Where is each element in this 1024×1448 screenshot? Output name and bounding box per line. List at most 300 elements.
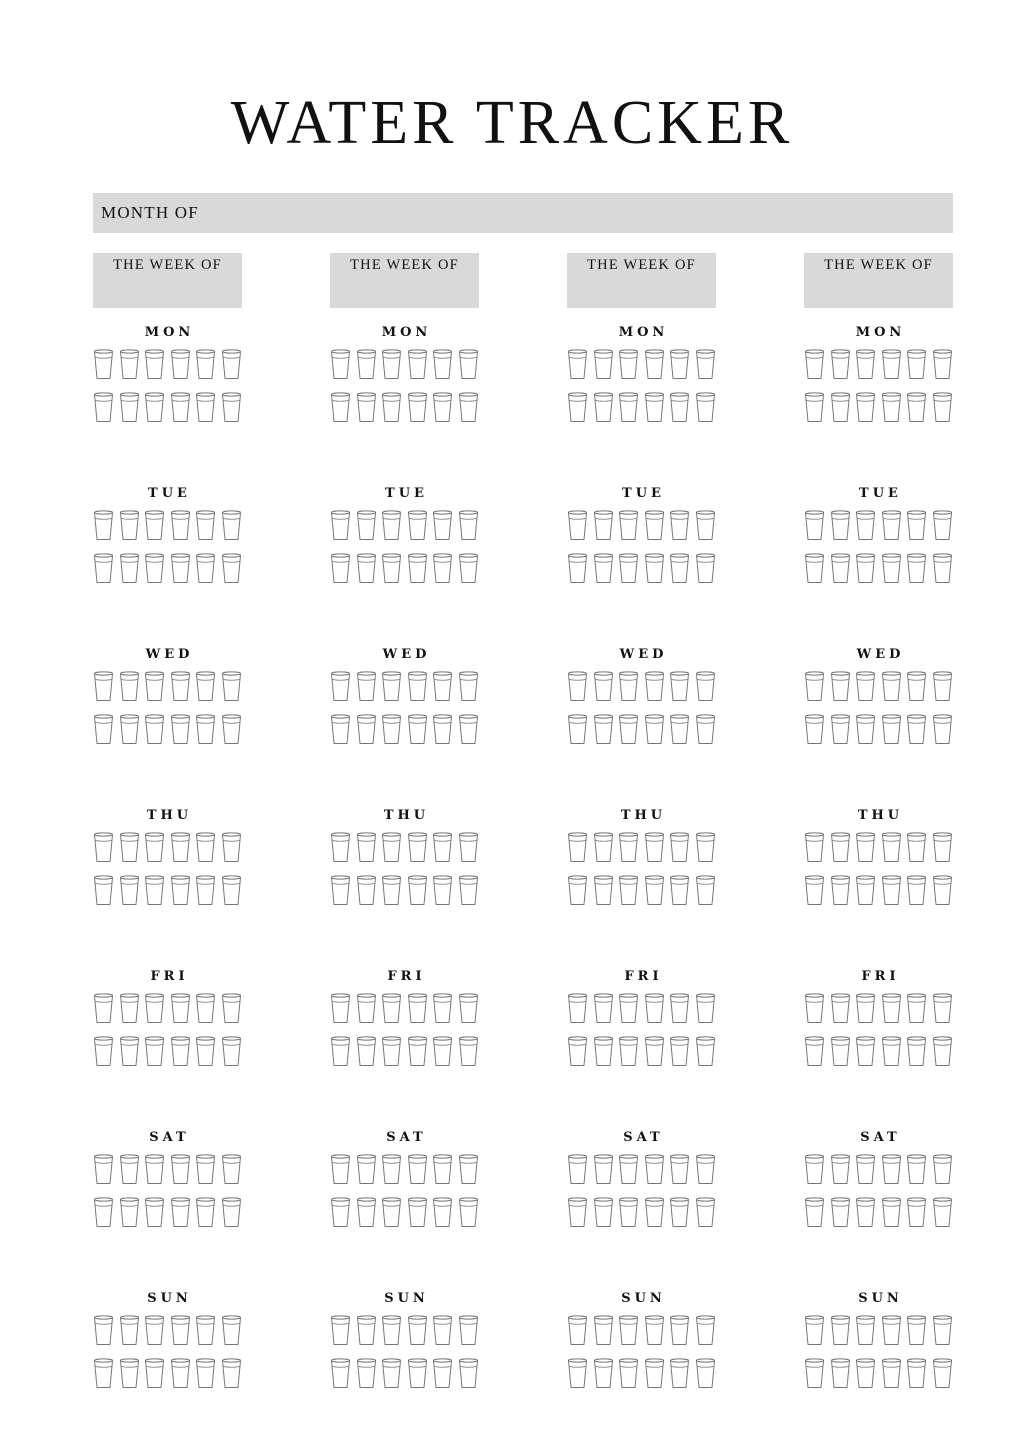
drinking-glass-icon[interactable] <box>381 553 402 584</box>
drinking-glass-icon[interactable] <box>881 714 902 745</box>
drinking-glass-icon[interactable] <box>669 832 690 863</box>
drinking-glass-icon[interactable] <box>170 671 191 702</box>
drinking-glass-icon[interactable] <box>170 510 191 541</box>
drinking-glass-icon[interactable] <box>458 1315 479 1346</box>
drinking-glass-icon[interactable] <box>195 993 216 1024</box>
drinking-glass-icon[interactable] <box>195 714 216 745</box>
drinking-glass-icon[interactable] <box>567 1358 588 1389</box>
drinking-glass-icon[interactable] <box>221 875 242 906</box>
drinking-glass-icon[interactable] <box>407 510 428 541</box>
drinking-glass-icon[interactable] <box>906 392 927 423</box>
drinking-glass-icon[interactable] <box>458 993 479 1024</box>
drinking-glass-icon[interactable] <box>356 832 377 863</box>
drinking-glass-icon[interactable] <box>221 1197 242 1228</box>
drinking-glass-icon[interactable] <box>93 993 114 1024</box>
drinking-glass-icon[interactable] <box>381 1036 402 1067</box>
drinking-glass-icon[interactable] <box>356 1197 377 1228</box>
drinking-glass-icon[interactable] <box>330 392 351 423</box>
drinking-glass-icon[interactable] <box>195 671 216 702</box>
drinking-glass-icon[interactable] <box>906 510 927 541</box>
drinking-glass-icon[interactable] <box>407 1036 428 1067</box>
drinking-glass-icon[interactable] <box>804 993 825 1024</box>
drinking-glass-icon[interactable] <box>593 671 614 702</box>
drinking-glass-icon[interactable] <box>93 1197 114 1228</box>
drinking-glass-icon[interactable] <box>119 875 140 906</box>
drinking-glass-icon[interactable] <box>356 1315 377 1346</box>
drinking-glass-icon[interactable] <box>593 875 614 906</box>
drinking-glass-icon[interactable] <box>618 392 639 423</box>
drinking-glass-icon[interactable] <box>669 553 690 584</box>
drinking-glass-icon[interactable] <box>593 553 614 584</box>
drinking-glass-icon[interactable] <box>855 392 876 423</box>
drinking-glass-icon[interactable] <box>330 671 351 702</box>
drinking-glass-icon[interactable] <box>407 714 428 745</box>
drinking-glass-icon[interactable] <box>407 349 428 380</box>
drinking-glass-icon[interactable] <box>330 875 351 906</box>
drinking-glass-icon[interactable] <box>93 553 114 584</box>
drinking-glass-icon[interactable] <box>855 553 876 584</box>
drinking-glass-icon[interactable] <box>93 349 114 380</box>
drinking-glass-icon[interactable] <box>170 1154 191 1185</box>
drinking-glass-icon[interactable] <box>458 1197 479 1228</box>
drinking-glass-icon[interactable] <box>881 1154 902 1185</box>
drinking-glass-icon[interactable] <box>119 553 140 584</box>
week-of-field[interactable] <box>330 253 479 308</box>
drinking-glass-icon[interactable] <box>330 1315 351 1346</box>
drinking-glass-icon[interactable] <box>356 349 377 380</box>
drinking-glass-icon[interactable] <box>119 1358 140 1389</box>
drinking-glass-icon[interactable] <box>881 510 902 541</box>
drinking-glass-icon[interactable] <box>381 832 402 863</box>
drinking-glass-icon[interactable] <box>906 349 927 380</box>
drinking-glass-icon[interactable] <box>432 1154 453 1185</box>
drinking-glass-icon[interactable] <box>567 392 588 423</box>
drinking-glass-icon[interactable] <box>119 993 140 1024</box>
drinking-glass-icon[interactable] <box>381 1154 402 1185</box>
drinking-glass-icon[interactable] <box>356 392 377 423</box>
drinking-glass-icon[interactable] <box>618 993 639 1024</box>
drinking-glass-icon[interactable] <box>830 1197 851 1228</box>
week-of-field[interactable] <box>567 253 716 308</box>
drinking-glass-icon[interactable] <box>669 671 690 702</box>
drinking-glass-icon[interactable] <box>407 1358 428 1389</box>
drinking-glass-icon[interactable] <box>119 349 140 380</box>
drinking-glass-icon[interactable] <box>356 1154 377 1185</box>
drinking-glass-icon[interactable] <box>195 1315 216 1346</box>
drinking-glass-icon[interactable] <box>644 1197 665 1228</box>
drinking-glass-icon[interactable] <box>458 510 479 541</box>
drinking-glass-icon[interactable] <box>432 1358 453 1389</box>
drinking-glass-icon[interactable] <box>695 875 716 906</box>
drinking-glass-icon[interactable] <box>119 671 140 702</box>
drinking-glass-icon[interactable] <box>669 993 690 1024</box>
drinking-glass-icon[interactable] <box>144 349 165 380</box>
drinking-glass-icon[interactable] <box>855 1315 876 1346</box>
drinking-glass-icon[interactable] <box>644 553 665 584</box>
drinking-glass-icon[interactable] <box>881 671 902 702</box>
drinking-glass-icon[interactable] <box>644 1315 665 1346</box>
drinking-glass-icon[interactable] <box>119 510 140 541</box>
drinking-glass-icon[interactable] <box>593 1315 614 1346</box>
drinking-glass-icon[interactable] <box>906 1154 927 1185</box>
drinking-glass-icon[interactable] <box>458 875 479 906</box>
drinking-glass-icon[interactable] <box>855 714 876 745</box>
drinking-glass-icon[interactable] <box>881 349 902 380</box>
drinking-glass-icon[interactable] <box>644 1036 665 1067</box>
drinking-glass-icon[interactable] <box>195 875 216 906</box>
drinking-glass-icon[interactable] <box>669 1315 690 1346</box>
drinking-glass-icon[interactable] <box>804 510 825 541</box>
drinking-glass-icon[interactable] <box>381 1315 402 1346</box>
drinking-glass-icon[interactable] <box>458 1036 479 1067</box>
drinking-glass-icon[interactable] <box>381 392 402 423</box>
drinking-glass-icon[interactable] <box>906 714 927 745</box>
drinking-glass-icon[interactable] <box>567 671 588 702</box>
drinking-glass-icon[interactable] <box>93 510 114 541</box>
drinking-glass-icon[interactable] <box>356 671 377 702</box>
drinking-glass-icon[interactable] <box>356 875 377 906</box>
drinking-glass-icon[interactable] <box>458 1154 479 1185</box>
drinking-glass-icon[interactable] <box>144 714 165 745</box>
drinking-glass-icon[interactable] <box>855 671 876 702</box>
drinking-glass-icon[interactable] <box>695 392 716 423</box>
drinking-glass-icon[interactable] <box>144 1315 165 1346</box>
drinking-glass-icon[interactable] <box>932 714 953 745</box>
drinking-glass-icon[interactable] <box>695 553 716 584</box>
drinking-glass-icon[interactable] <box>381 671 402 702</box>
drinking-glass-icon[interactable] <box>356 1358 377 1389</box>
drinking-glass-icon[interactable] <box>695 1358 716 1389</box>
drinking-glass-icon[interactable] <box>432 392 453 423</box>
drinking-glass-icon[interactable] <box>695 993 716 1024</box>
drinking-glass-icon[interactable] <box>830 1036 851 1067</box>
drinking-glass-icon[interactable] <box>330 1358 351 1389</box>
drinking-glass-icon[interactable] <box>906 553 927 584</box>
drinking-glass-icon[interactable] <box>119 1036 140 1067</box>
drinking-glass-icon[interactable] <box>458 553 479 584</box>
drinking-glass-icon[interactable] <box>618 1154 639 1185</box>
drinking-glass-icon[interactable] <box>144 671 165 702</box>
drinking-glass-icon[interactable] <box>644 875 665 906</box>
drinking-glass-icon[interactable] <box>144 553 165 584</box>
drinking-glass-icon[interactable] <box>804 1315 825 1346</box>
drinking-glass-icon[interactable] <box>381 1197 402 1228</box>
drinking-glass-icon[interactable] <box>381 510 402 541</box>
drinking-glass-icon[interactable] <box>432 1036 453 1067</box>
drinking-glass-icon[interactable] <box>669 1358 690 1389</box>
drinking-glass-icon[interactable] <box>567 349 588 380</box>
drinking-glass-icon[interactable] <box>932 1036 953 1067</box>
drinking-glass-icon[interactable] <box>593 1197 614 1228</box>
drinking-glass-icon[interactable] <box>855 510 876 541</box>
drinking-glass-icon[interactable] <box>855 832 876 863</box>
week-of-field[interactable] <box>93 253 242 308</box>
drinking-glass-icon[interactable] <box>830 1358 851 1389</box>
drinking-glass-icon[interactable] <box>695 714 716 745</box>
drinking-glass-icon[interactable] <box>195 1154 216 1185</box>
drinking-glass-icon[interactable] <box>458 714 479 745</box>
drinking-glass-icon[interactable] <box>144 1154 165 1185</box>
drinking-glass-icon[interactable] <box>407 671 428 702</box>
drinking-glass-icon[interactable] <box>144 1197 165 1228</box>
drinking-glass-icon[interactable] <box>221 1315 242 1346</box>
drinking-glass-icon[interactable] <box>618 1036 639 1067</box>
drinking-glass-icon[interactable] <box>881 1315 902 1346</box>
drinking-glass-icon[interactable] <box>356 714 377 745</box>
drinking-glass-icon[interactable] <box>144 392 165 423</box>
drinking-glass-icon[interactable] <box>906 1358 927 1389</box>
drinking-glass-icon[interactable] <box>804 1358 825 1389</box>
drinking-glass-icon[interactable] <box>144 510 165 541</box>
drinking-glass-icon[interactable] <box>695 510 716 541</box>
drinking-glass-icon[interactable] <box>855 993 876 1024</box>
drinking-glass-icon[interactable] <box>932 875 953 906</box>
drinking-glass-icon[interactable] <box>695 349 716 380</box>
drinking-glass-icon[interactable] <box>593 392 614 423</box>
drinking-glass-icon[interactable] <box>170 1358 191 1389</box>
drinking-glass-icon[interactable] <box>618 510 639 541</box>
drinking-glass-icon[interactable] <box>381 1358 402 1389</box>
drinking-glass-icon[interactable] <box>618 832 639 863</box>
drinking-glass-icon[interactable] <box>906 832 927 863</box>
drinking-glass-icon[interactable] <box>855 875 876 906</box>
drinking-glass-icon[interactable] <box>119 1197 140 1228</box>
drinking-glass-icon[interactable] <box>618 671 639 702</box>
month-field[interactable] <box>93 193 953 233</box>
drinking-glass-icon[interactable] <box>432 510 453 541</box>
drinking-glass-icon[interactable] <box>906 1315 927 1346</box>
drinking-glass-icon[interactable] <box>432 349 453 380</box>
drinking-glass-icon[interactable] <box>567 875 588 906</box>
drinking-glass-icon[interactable] <box>830 1315 851 1346</box>
drinking-glass-icon[interactable] <box>170 349 191 380</box>
drinking-glass-icon[interactable] <box>932 832 953 863</box>
drinking-glass-icon[interactable] <box>330 553 351 584</box>
drinking-glass-icon[interactable] <box>458 1358 479 1389</box>
drinking-glass-icon[interactable] <box>330 993 351 1024</box>
drinking-glass-icon[interactable] <box>881 875 902 906</box>
drinking-glass-icon[interactable] <box>644 1154 665 1185</box>
drinking-glass-icon[interactable] <box>93 875 114 906</box>
drinking-glass-icon[interactable] <box>407 392 428 423</box>
drinking-glass-icon[interactable] <box>221 1036 242 1067</box>
drinking-glass-icon[interactable] <box>669 1036 690 1067</box>
drinking-glass-icon[interactable] <box>170 993 191 1024</box>
drinking-glass-icon[interactable] <box>195 510 216 541</box>
drinking-glass-icon[interactable] <box>144 832 165 863</box>
drinking-glass-icon[interactable] <box>881 832 902 863</box>
drinking-glass-icon[interactable] <box>93 832 114 863</box>
drinking-glass-icon[interactable] <box>644 671 665 702</box>
drinking-glass-icon[interactable] <box>830 714 851 745</box>
drinking-glass-icon[interactable] <box>695 1315 716 1346</box>
drinking-glass-icon[interactable] <box>855 1036 876 1067</box>
drinking-glass-icon[interactable] <box>881 1036 902 1067</box>
drinking-glass-icon[interactable] <box>932 671 953 702</box>
drinking-glass-icon[interactable] <box>593 510 614 541</box>
drinking-glass-icon[interactable] <box>906 1197 927 1228</box>
drinking-glass-icon[interactable] <box>119 392 140 423</box>
drinking-glass-icon[interactable] <box>93 714 114 745</box>
drinking-glass-icon[interactable] <box>804 349 825 380</box>
drinking-glass-icon[interactable] <box>804 671 825 702</box>
drinking-glass-icon[interactable] <box>695 1197 716 1228</box>
drinking-glass-icon[interactable] <box>221 993 242 1024</box>
drinking-glass-icon[interactable] <box>407 1197 428 1228</box>
drinking-glass-icon[interactable] <box>906 875 927 906</box>
drinking-glass-icon[interactable] <box>356 993 377 1024</box>
drinking-glass-icon[interactable] <box>593 349 614 380</box>
drinking-glass-icon[interactable] <box>881 1197 902 1228</box>
drinking-glass-icon[interactable] <box>356 1036 377 1067</box>
drinking-glass-icon[interactable] <box>195 553 216 584</box>
drinking-glass-icon[interactable] <box>804 832 825 863</box>
drinking-glass-icon[interactable] <box>93 671 114 702</box>
drinking-glass-icon[interactable] <box>881 392 902 423</box>
drinking-glass-icon[interactable] <box>932 349 953 380</box>
drinking-glass-icon[interactable] <box>618 875 639 906</box>
drinking-glass-icon[interactable] <box>593 1036 614 1067</box>
drinking-glass-icon[interactable] <box>381 714 402 745</box>
week-of-field[interactable] <box>804 253 953 308</box>
drinking-glass-icon[interactable] <box>93 392 114 423</box>
drinking-glass-icon[interactable] <box>881 553 902 584</box>
drinking-glass-icon[interactable] <box>669 510 690 541</box>
drinking-glass-icon[interactable] <box>458 349 479 380</box>
drinking-glass-icon[interactable] <box>432 671 453 702</box>
drinking-glass-icon[interactable] <box>855 1197 876 1228</box>
drinking-glass-icon[interactable] <box>695 1036 716 1067</box>
drinking-glass-icon[interactable] <box>932 392 953 423</box>
drinking-glass-icon[interactable] <box>906 671 927 702</box>
drinking-glass-icon[interactable] <box>830 553 851 584</box>
drinking-glass-icon[interactable] <box>407 832 428 863</box>
drinking-glass-icon[interactable] <box>593 993 614 1024</box>
drinking-glass-icon[interactable] <box>669 875 690 906</box>
drinking-glass-icon[interactable] <box>170 714 191 745</box>
drinking-glass-icon[interactable] <box>195 1358 216 1389</box>
drinking-glass-icon[interactable] <box>407 875 428 906</box>
drinking-glass-icon[interactable] <box>407 993 428 1024</box>
drinking-glass-icon[interactable] <box>567 1197 588 1228</box>
drinking-glass-icon[interactable] <box>407 1315 428 1346</box>
drinking-glass-icon[interactable] <box>170 392 191 423</box>
drinking-glass-icon[interactable] <box>804 1154 825 1185</box>
drinking-glass-icon[interactable] <box>221 510 242 541</box>
drinking-glass-icon[interactable] <box>432 993 453 1024</box>
drinking-glass-icon[interactable] <box>830 875 851 906</box>
drinking-glass-icon[interactable] <box>144 875 165 906</box>
drinking-glass-icon[interactable] <box>644 714 665 745</box>
drinking-glass-icon[interactable] <box>567 1315 588 1346</box>
drinking-glass-icon[interactable] <box>669 1154 690 1185</box>
drinking-glass-icon[interactable] <box>170 1315 191 1346</box>
drinking-glass-icon[interactable] <box>932 1358 953 1389</box>
drinking-glass-icon[interactable] <box>221 553 242 584</box>
drinking-glass-icon[interactable] <box>356 553 377 584</box>
drinking-glass-icon[interactable] <box>881 993 902 1024</box>
drinking-glass-icon[interactable] <box>593 714 614 745</box>
drinking-glass-icon[interactable] <box>618 1358 639 1389</box>
drinking-glass-icon[interactable] <box>804 392 825 423</box>
drinking-glass-icon[interactable] <box>669 392 690 423</box>
drinking-glass-icon[interactable] <box>119 1315 140 1346</box>
drinking-glass-icon[interactable] <box>830 392 851 423</box>
drinking-glass-icon[interactable] <box>356 510 377 541</box>
drinking-glass-icon[interactable] <box>432 875 453 906</box>
drinking-glass-icon[interactable] <box>804 553 825 584</box>
drinking-glass-icon[interactable] <box>381 993 402 1024</box>
drinking-glass-icon[interactable] <box>170 875 191 906</box>
drinking-glass-icon[interactable] <box>93 1315 114 1346</box>
drinking-glass-icon[interactable] <box>119 714 140 745</box>
drinking-glass-icon[interactable] <box>804 1036 825 1067</box>
drinking-glass-icon[interactable] <box>195 832 216 863</box>
drinking-glass-icon[interactable] <box>567 1036 588 1067</box>
drinking-glass-icon[interactable] <box>432 714 453 745</box>
drinking-glass-icon[interactable] <box>330 349 351 380</box>
drinking-glass-icon[interactable] <box>330 832 351 863</box>
drinking-glass-icon[interactable] <box>567 510 588 541</box>
drinking-glass-icon[interactable] <box>221 671 242 702</box>
drinking-glass-icon[interactable] <box>381 875 402 906</box>
drinking-glass-icon[interactable] <box>144 993 165 1024</box>
drinking-glass-icon[interactable] <box>644 392 665 423</box>
drinking-glass-icon[interactable] <box>221 1358 242 1389</box>
drinking-glass-icon[interactable] <box>695 671 716 702</box>
drinking-glass-icon[interactable] <box>93 1036 114 1067</box>
drinking-glass-icon[interactable] <box>330 1036 351 1067</box>
drinking-glass-icon[interactable] <box>144 1358 165 1389</box>
drinking-glass-icon[interactable] <box>330 1154 351 1185</box>
drinking-glass-icon[interactable] <box>830 1154 851 1185</box>
drinking-glass-icon[interactable] <box>432 553 453 584</box>
drinking-glass-icon[interactable] <box>93 1358 114 1389</box>
drinking-glass-icon[interactable] <box>567 553 588 584</box>
drinking-glass-icon[interactable] <box>144 1036 165 1067</box>
drinking-glass-icon[interactable] <box>221 832 242 863</box>
drinking-glass-icon[interactable] <box>618 714 639 745</box>
drinking-glass-icon[interactable] <box>432 1315 453 1346</box>
drinking-glass-icon[interactable] <box>195 1036 216 1067</box>
drinking-glass-icon[interactable] <box>330 510 351 541</box>
drinking-glass-icon[interactable] <box>932 1315 953 1346</box>
drinking-glass-icon[interactable] <box>195 392 216 423</box>
drinking-glass-icon[interactable] <box>804 1197 825 1228</box>
drinking-glass-icon[interactable] <box>381 349 402 380</box>
drinking-glass-icon[interactable] <box>195 1197 216 1228</box>
drinking-glass-icon[interactable] <box>830 349 851 380</box>
drinking-glass-icon[interactable] <box>644 993 665 1024</box>
drinking-glass-icon[interactable] <box>804 875 825 906</box>
drinking-glass-icon[interactable] <box>593 1154 614 1185</box>
drinking-glass-icon[interactable] <box>669 1197 690 1228</box>
drinking-glass-icon[interactable] <box>855 1358 876 1389</box>
drinking-glass-icon[interactable] <box>330 714 351 745</box>
drinking-glass-icon[interactable] <box>644 510 665 541</box>
drinking-glass-icon[interactable] <box>170 1036 191 1067</box>
drinking-glass-icon[interactable] <box>195 349 216 380</box>
drinking-glass-icon[interactable] <box>669 349 690 380</box>
drinking-glass-icon[interactable] <box>855 1154 876 1185</box>
drinking-glass-icon[interactable] <box>407 1154 428 1185</box>
drinking-glass-icon[interactable] <box>644 349 665 380</box>
drinking-glass-icon[interactable] <box>695 832 716 863</box>
drinking-glass-icon[interactable] <box>618 349 639 380</box>
drinking-glass-icon[interactable] <box>830 993 851 1024</box>
drinking-glass-icon[interactable] <box>119 1154 140 1185</box>
drinking-glass-icon[interactable] <box>618 1197 639 1228</box>
